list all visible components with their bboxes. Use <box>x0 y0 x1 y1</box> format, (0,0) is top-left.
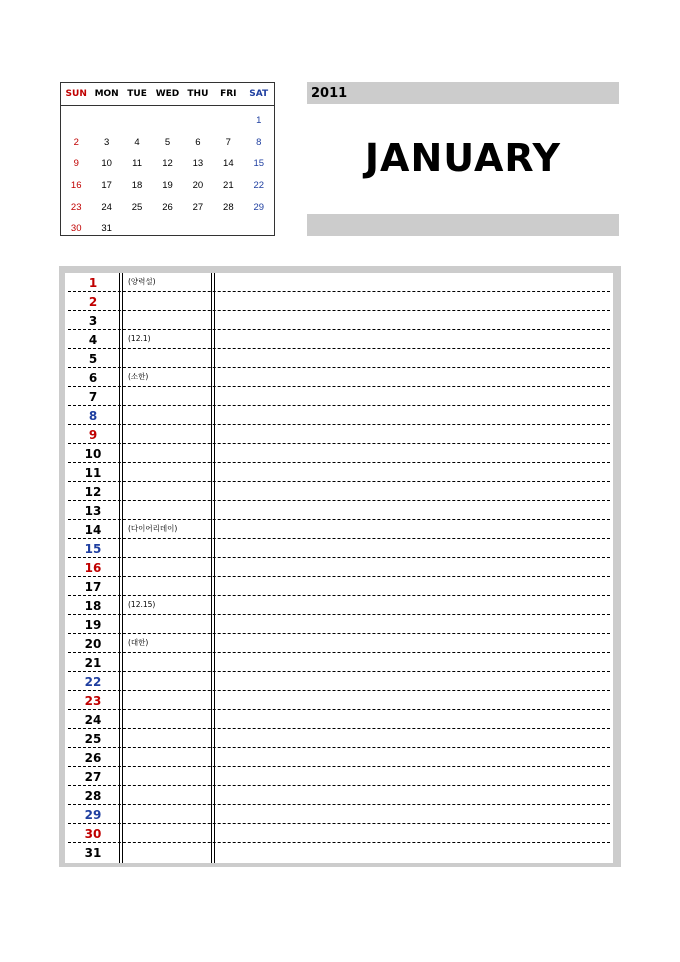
mini-calendar-day: 26 <box>162 201 173 213</box>
mini-calendar-day: 29 <box>253 201 265 213</box>
diary-row <box>65 368 613 387</box>
diary-row <box>65 577 613 596</box>
diary-day-number: 16 <box>84 561 102 575</box>
mini-calendar-day: 11 <box>132 158 142 170</box>
mini-calendar-header <box>61 83 274 106</box>
diary-day-number: 19 <box>84 618 102 632</box>
mini-calendar-day <box>183 110 213 132</box>
diary-day-number: 26 <box>84 751 102 765</box>
month-title: JANUARY <box>364 136 562 180</box>
mini-calendar-day <box>61 110 91 132</box>
diary-row <box>65 786 613 805</box>
diary-row <box>65 482 613 501</box>
mini-calendar-day: 12 <box>162 158 173 170</box>
mini-calendar-day: 15 <box>253 158 265 170</box>
diary-day-number: 5 <box>88 352 98 366</box>
mini-calendar-day <box>244 218 274 240</box>
diary-day-number: 6 <box>88 371 98 385</box>
diary-day-number: 1 <box>88 276 98 290</box>
diary-panel <box>59 266 621 867</box>
diary-row <box>65 387 613 406</box>
mini-calendar-day: 21 <box>223 180 234 192</box>
diary-row <box>65 273 613 292</box>
weekday-header-sat: SAT <box>249 89 269 99</box>
mini-calendar-day: 5 <box>164 136 171 148</box>
diary-row <box>65 330 613 349</box>
diary-row <box>65 767 613 786</box>
mini-calendar-day <box>213 110 243 132</box>
mini-calendar-day: 9 <box>73 158 79 170</box>
diary-row <box>65 501 613 520</box>
diary-row <box>65 311 613 330</box>
mini-calendar-day <box>122 218 152 240</box>
diary-day-number: 9 <box>88 428 98 442</box>
mini-calendar-day: 1 <box>256 115 262 126</box>
diary-day-note: (소한) <box>128 372 149 381</box>
diary-day-note: (대한) <box>128 638 149 647</box>
mini-calendar-day: 13 <box>192 158 204 170</box>
diary-row <box>65 425 613 444</box>
mini-calendar-day: 19 <box>162 180 173 192</box>
diary-day-note: (양력설) <box>128 277 156 286</box>
weekday-header-tue: TUE <box>127 89 147 99</box>
diary-row <box>65 444 613 463</box>
mini-calendar-day: 17 <box>101 180 112 192</box>
diary-row <box>65 653 613 672</box>
mini-calendar-day: 20 <box>192 180 204 192</box>
diary-row <box>65 463 613 482</box>
mini-calendar-week <box>61 132 274 154</box>
mini-calendar-week <box>61 153 274 175</box>
diary-day-number: 20 <box>84 637 102 651</box>
diary-row <box>65 805 613 824</box>
mini-calendar-day: 25 <box>131 201 143 213</box>
mini-calendar-day: 3 <box>103 136 110 148</box>
diary-row <box>65 539 613 558</box>
mini-calendar-day <box>183 218 213 240</box>
diary-day-number: 27 <box>84 770 102 784</box>
diary-day-number: 29 <box>84 808 102 822</box>
diary-day-number: 14 <box>84 523 102 537</box>
mini-calendar-week <box>61 197 274 219</box>
mini-calendar-day: 24 <box>101 201 112 213</box>
diary-day-number: 21 <box>84 656 102 670</box>
diary-day-number: 30 <box>84 827 102 841</box>
mini-calendar-day: 7 <box>225 136 231 148</box>
diary-row <box>65 710 613 729</box>
diary-row <box>65 292 613 311</box>
weekday-header-wed: WED <box>155 89 180 99</box>
weekday-header-thu: THU <box>187 89 209 99</box>
mini-calendar-day: 14 <box>223 158 234 170</box>
mini-calendar-week <box>61 110 274 132</box>
mini-calendar-day <box>152 110 182 132</box>
diary-row <box>65 748 613 767</box>
diary-row <box>65 672 613 691</box>
diary-day-number: 11 <box>84 466 102 480</box>
year-bar <box>307 82 619 104</box>
diary-row <box>65 615 613 634</box>
diary-day-number: 25 <box>84 732 102 746</box>
year-label: 2011 <box>311 86 348 101</box>
mini-calendar-day: 2 <box>73 136 79 148</box>
diary-day-number: 31 <box>84 846 102 860</box>
mini-calendar-day: 22 <box>253 180 265 192</box>
diary-row <box>65 824 613 843</box>
diary-day-number: 13 <box>84 504 102 518</box>
mini-calendar-week <box>61 175 274 197</box>
diary-day-number: 7 <box>88 390 98 404</box>
diary-day-number: 15 <box>84 542 102 556</box>
diary-day-number: 2 <box>88 295 98 309</box>
diary-day-note: (12.1) <box>128 334 151 343</box>
mini-calendar-day: 10 <box>101 158 112 170</box>
diary-day-number: 8 <box>88 409 98 423</box>
diary-day-note: (다이어리데이) <box>128 524 178 533</box>
mini-calendar <box>60 82 275 236</box>
diary-day-number: 12 <box>84 485 102 499</box>
diary-day-number: 18 <box>84 599 102 613</box>
diary-day-number: 24 <box>84 713 102 727</box>
mini-calendar-grid <box>61 106 274 240</box>
mini-calendar-day <box>122 110 152 132</box>
diary-row <box>65 406 613 425</box>
diary-row <box>65 691 613 710</box>
mini-calendar-day <box>152 218 182 240</box>
decorative-bar <box>307 214 619 236</box>
diary-day-number: 28 <box>84 789 102 803</box>
diary-row <box>65 558 613 577</box>
diary-day-number: 17 <box>84 580 102 594</box>
mini-calendar-day: 28 <box>223 201 234 213</box>
diary-row <box>65 843 613 862</box>
mini-calendar-day: 27 <box>192 201 204 213</box>
mini-calendar-day: 8 <box>256 136 262 148</box>
mini-calendar-day: 23 <box>70 201 82 213</box>
weekday-header-fri: FRI <box>220 89 237 99</box>
diary-list <box>65 273 613 863</box>
diary-day-number: 4 <box>88 333 98 347</box>
weekday-header-mon: MON <box>94 89 119 99</box>
mini-calendar-day <box>91 110 121 132</box>
mini-calendar-day: 31 <box>101 223 112 235</box>
diary-row <box>65 729 613 748</box>
diary-day-number: 22 <box>84 675 102 689</box>
diary-day-number: 10 <box>84 447 102 461</box>
mini-calendar-day: 16 <box>70 180 82 192</box>
diary-row <box>65 520 613 539</box>
mini-calendar-day: 18 <box>131 180 143 192</box>
diary-row <box>65 634 613 653</box>
diary-day-number: 23 <box>84 694 102 708</box>
mini-calendar-day: 4 <box>134 136 140 148</box>
weekday-header-sun: SUN <box>65 89 87 99</box>
mini-calendar-week <box>61 218 274 240</box>
mini-calendar-day <box>213 218 243 240</box>
diary-day-note: (12.15) <box>128 600 156 609</box>
diary-row <box>65 349 613 368</box>
mini-calendar-day: 6 <box>195 136 201 148</box>
diary-row <box>65 596 613 615</box>
mini-calendar-day: 30 <box>70 223 82 235</box>
diary-day-number: 3 <box>88 314 98 328</box>
